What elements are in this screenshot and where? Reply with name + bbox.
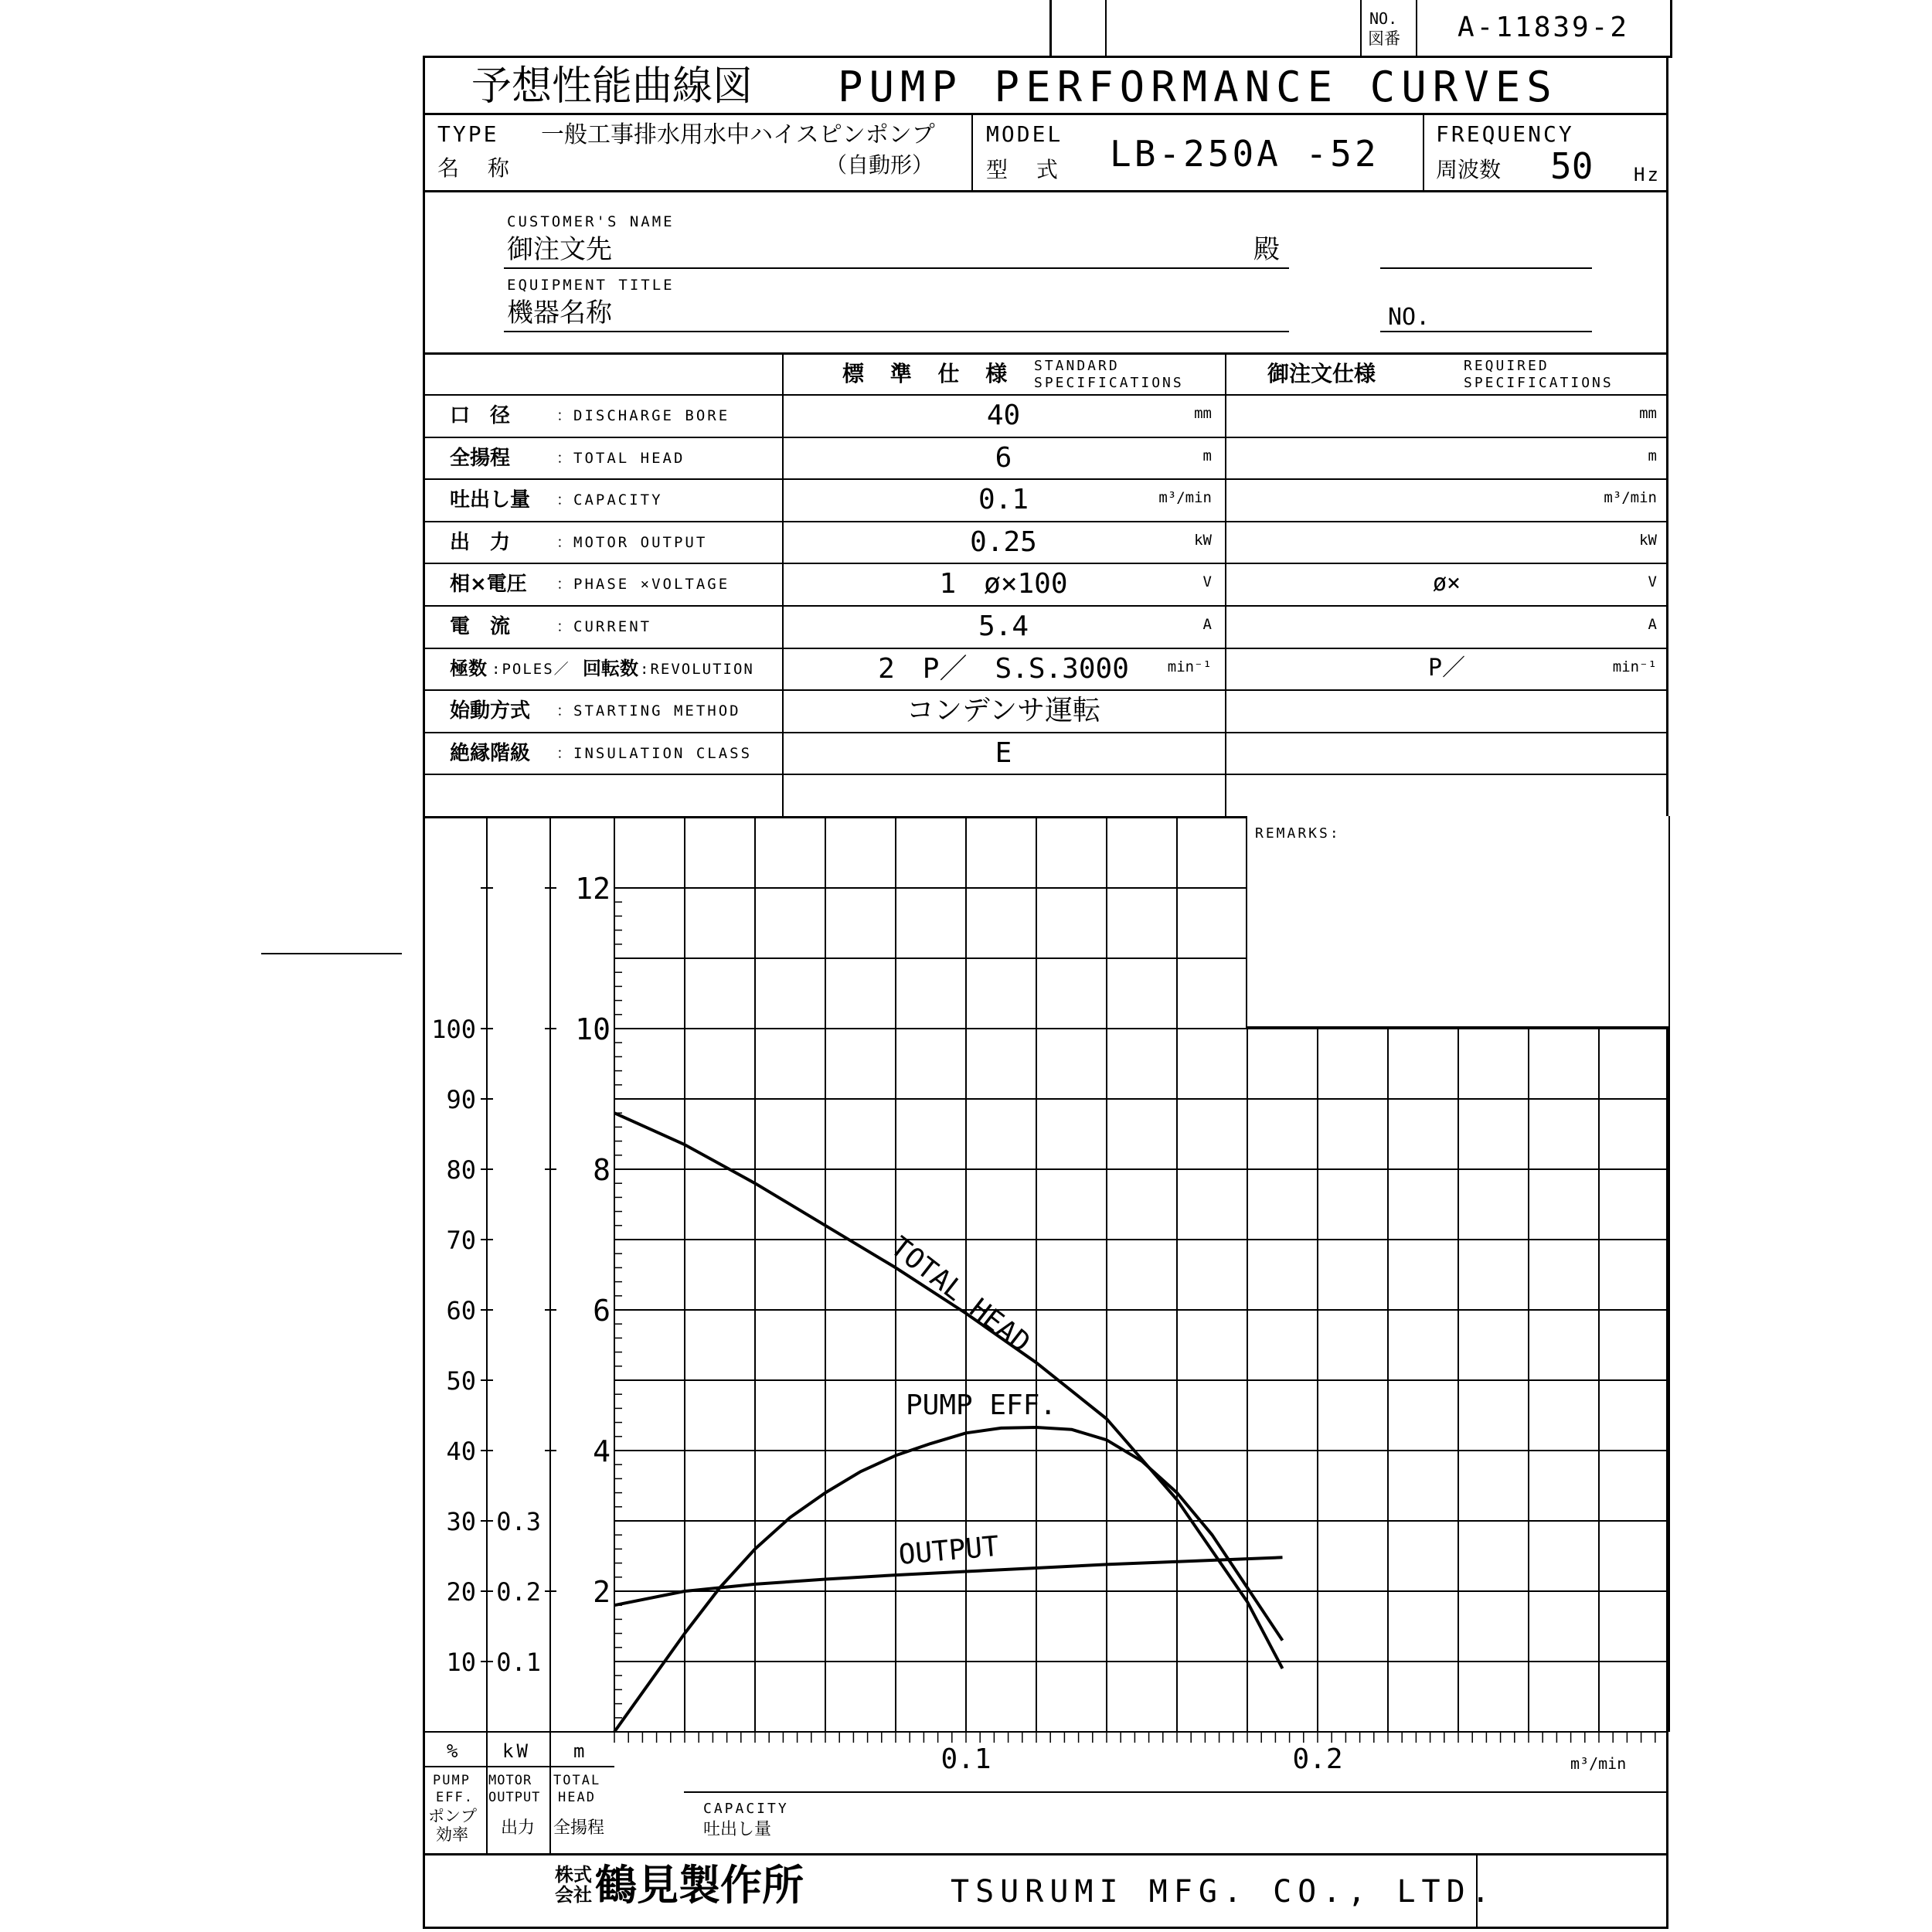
spec-std-value: 0.1 [978, 484, 1029, 516]
eff-tick-label: 60 [446, 1296, 476, 1325]
capacity-unit: m³/min [1570, 1754, 1627, 1773]
company-name-ja: 鶴見製作所 [595, 1860, 804, 1910]
spec-req-value[interactable]: ø× [1432, 570, 1461, 597]
equipment-label-en: EQUIPMENT TITLE [507, 277, 675, 294]
x-tick-label: 0.2 [1292, 1743, 1343, 1775]
capacity-label-en: CAPACITY [703, 1801, 789, 1817]
model-value: LB-250A -52 [1110, 133, 1379, 175]
eff-tick-label: 20 [446, 1577, 476, 1607]
output-tick-label: 0.3 [496, 1507, 541, 1536]
eff-tick-label: 70 [446, 1226, 476, 1255]
spec-req-unit: min⁻¹ [1612, 658, 1657, 675]
spec-header-required-en2: SPECIFICATIONS [1464, 375, 1614, 391]
type-value: 一般工事排水用水中ハイスピンポンプ [541, 121, 935, 148]
spec-std-value: 40 [986, 400, 1021, 431]
head-unit: m [573, 1740, 585, 1762]
out-label-en2: OUTPUT [488, 1790, 541, 1805]
head-tick-label: 6 [593, 1294, 611, 1328]
spec-std-value: 6 [995, 441, 1012, 474]
eff-tick-label: 90 [446, 1085, 476, 1114]
spec-label-en: ：INSULATION CLASS [556, 744, 753, 762]
spec-label-ja: 全揚程 [450, 446, 511, 470]
spec-req-unit: m³/min [1604, 489, 1657, 507]
eff-tick-label: 40 [446, 1437, 476, 1466]
title-en: PUMP PERFORMANCE CURVES [838, 63, 1558, 111]
spec-std-unit: min⁻¹ [1167, 658, 1212, 675]
model-label-en: MODEL [986, 121, 1063, 147]
type-label-en: TYPE [437, 121, 499, 147]
drawing-no-label-ja: 図番 [1368, 29, 1400, 48]
head-tick-label: 8 [593, 1153, 611, 1187]
eff-label-en2: EFF. [436, 1790, 474, 1805]
head-tick-label: 4 [593, 1434, 611, 1468]
company-prefix-1: 株式 [555, 1864, 592, 1886]
customer-suffix: 殿 [1253, 234, 1280, 265]
spec-label-en: :POLES／ [492, 660, 570, 678]
spec-std-unit: mm [1194, 405, 1212, 422]
eff-label-ja2: 効率 [436, 1825, 468, 1844]
out-label-ja: 出力 [501, 1818, 536, 1838]
spec-std-value: 5.4 [978, 611, 1029, 642]
spec-label-en: ：CAPACITY [556, 492, 663, 509]
eff-tick-label: 100 [431, 1015, 476, 1044]
spec-label-en: ：TOTAL HEAD [556, 449, 685, 467]
type-label-ja: 名 称 [437, 155, 520, 181]
customer-label-ja: 御注文先 [507, 234, 612, 265]
drawing-no-label: NO. [1369, 9, 1398, 28]
head-tick-label: 2 [593, 1575, 611, 1609]
frequency-unit: Hz [1634, 164, 1661, 185]
company-name-en: TSURUMI MFG. CO., LTD. [951, 1874, 1496, 1910]
spec-std-value: コンデンサ運転 [906, 695, 1101, 727]
eff-label-ja1: ポンプ [428, 1807, 477, 1825]
eff-tick-label: 10 [446, 1648, 476, 1677]
spec-req-unit: m [1648, 447, 1657, 464]
spec-std-unit: A [1202, 616, 1212, 633]
eff-unit: % [447, 1740, 458, 1762]
company-prefix-2: 会社 [555, 1884, 592, 1906]
spec-req-unit: mm [1639, 405, 1657, 422]
frequency-label-ja: 周波数 [1436, 157, 1502, 182]
spec-label-ja: 極数 [450, 657, 487, 679]
spec-req-unit: A [1648, 616, 1657, 633]
spec-header-standard-en1: STANDARD [1034, 358, 1120, 374]
spec-label-ja: 絶縁階級 [450, 741, 531, 765]
equipment-label-ja: 機器名称 [507, 298, 612, 328]
spec-label-ja: 吐出し量 [450, 488, 531, 512]
spec-label-ja: 電 流 [450, 615, 511, 638]
spec-header-standard-ja: 標 準 仕 様 [842, 361, 1017, 386]
spec-header-standard-en2: SPECIFICATIONS [1034, 375, 1184, 391]
spec-header-required-ja: 御注文仕様 [1267, 361, 1376, 386]
eff-tick-label: 80 [446, 1155, 476, 1185]
spec-label-en: ：STARTING METHOD [556, 702, 741, 720]
spec-std-unit: m [1202, 447, 1212, 464]
spec-label-ja: 口 径 [450, 404, 511, 427]
spec-label-ja2: 回転数 [583, 657, 638, 679]
remarks-label: REMARKS: [1255, 825, 1341, 842]
spec-std-unit: kW [1194, 531, 1212, 549]
remarks-box[interactable] [1246, 816, 1668, 1028]
eff-label-en1: PUMP [433, 1773, 471, 1788]
head-tick-label: 10 [575, 1012, 611, 1046]
pump-eff-curve-label: PUMP EFF. [906, 1389, 1057, 1421]
spec-header-required-en1: REQUIRED [1464, 358, 1549, 374]
eff-tick-label: 30 [446, 1507, 476, 1536]
spec-req-value[interactable]: P／ [1427, 654, 1466, 682]
frequency-value: 50 [1550, 145, 1594, 187]
total-head-curve-label: TOTAL HEAD [884, 1230, 1036, 1359]
spec-std-value: E [995, 736, 1012, 769]
spec-label-ja: 始動方式 [450, 699, 531, 723]
customer-label-en: CUSTOMER'S NAME [507, 213, 675, 230]
eff-tick-label: 50 [446, 1366, 476, 1396]
x-tick-label: 0.1 [940, 1743, 992, 1775]
spec-label-en: ：CURRENT [556, 618, 652, 635]
type-value-sub: （自動形） [825, 152, 934, 178]
head-label-en2: HEAD [558, 1790, 596, 1805]
spec-req-unit: V [1648, 573, 1657, 591]
spec-std-value: 1 ø×100 [939, 568, 1068, 600]
spec-std-unit: m³/min [1158, 489, 1212, 507]
spec-req-unit: kW [1639, 531, 1657, 549]
spec-std-unit: V [1202, 573, 1212, 591]
pump-eff-curve [614, 1427, 1283, 1732]
spec-std-value: 2 P／ S.S.3000 [878, 652, 1129, 685]
drawing-no-value: A-11839-2 [1458, 12, 1630, 43]
spec-label-ja: 相×電圧 [450, 573, 527, 597]
head-label-en1: TOTAL [553, 1773, 601, 1788]
spec-label-en: ：MOTOR OUTPUT [556, 533, 708, 551]
spec-label-en: ：PHASE ×VOLTAGE [556, 576, 730, 594]
output-curve-label: OUTPUT [897, 1530, 1001, 1571]
title-ja: 予想性能曲線図 [471, 63, 753, 110]
output-tick-label: 0.2 [496, 1577, 541, 1607]
equipment-no-label: NO. [1388, 304, 1430, 331]
spec-label-en2: :REVOLUTION [640, 660, 754, 678]
output-tick-label: 0.1 [496, 1648, 541, 1677]
out-label-en1: MOTOR [488, 1773, 532, 1788]
spec-std-value: 0.25 [970, 526, 1037, 558]
spec-label-en: ：DISCHARGE BORE [556, 407, 730, 424]
out-unit: kW [502, 1740, 531, 1762]
model-label-ja: 型 式 [986, 157, 1069, 182]
capacity-label-ja: 吐出し量 [703, 1820, 772, 1839]
spec-label-ja: 出 力 [450, 530, 511, 554]
frequency-label-en: FREQUENCY [1436, 121, 1574, 147]
head-tick-label: 12 [575, 872, 611, 906]
head-label-ja: 全揚程 [553, 1818, 605, 1838]
